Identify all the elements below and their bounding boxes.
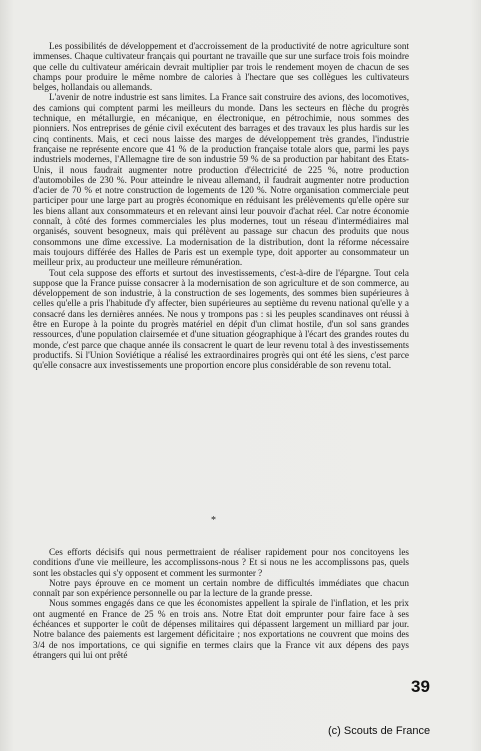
paragraph-efforts: Ces efforts décisifs qui nous permettraient de réaliser rapidement pour nos concitoyens les conditions d'une vie meilleure, les accomplissons-nous ? Et si nous ne les accomplissons pas, quels sont les obstacles qui s'y opposent et comment les surmonter ? (33, 547, 409, 578)
section-separator: * (211, 515, 216, 526)
paragraph-agriculture: Les possibilités de développement et d'accroissement de la productivité de notre agriculture sont immenses. Chaque cultivateur français qui pourtant ne travaille que sur une surface trois fois moindre que celle du cultivateur américain devrait multiplier par trois le rendement moyen de chacun de ses champs pour produire le même nombre de calories à l'hectare que ses collègues les cultivateurs belges, hollandais ou allemands. (33, 41, 409, 93)
text-block-bottom (33, 547, 409, 660)
paragraph-difficultes: Notre pays éprouve en ce moment un certain nombre de difficultés immédiates que chacun connaît par son expérience personnelle ou par la lecture de la grande presse. (33, 577, 409, 599)
paragraph-industrie: L'avenir de notre industrie est sans limites. La France sait construire des avions, des locomotives, des camions qui comptent parmi les meilleurs du monde. Dans les secteurs en flèche du progrès technique, en métallurgie, en mécanique, en électronique, en pétrochimie, nous sommes des pionniers. Nos entreprises de génie civil exécutent des barrages et des travaux les plus hardis sur les cinq continents. Mais, et ceci nous laisse des marges de développement très grandes, l'industrie française ne représente encore que 41 % de la production française totale alors que, parmi les pays industriels modernes, l'Allemagne tire de son industrie 59 % de sa production par habitant des Etats-Unis, il nous faudrait augmenter notre production d'électricité de 225 %, notre production d'automobiles de 230 %. Pour atteindre le niveau allemand, il faudrait augmenter notre production d'acier de 70 % et notre construction de logements de 120 %. Notre organisation commerciale peut participer pour une large part au progrès économique en réduisant les prélèvements qu'elle opère sur les biens allant aux consommateurs et en relevant ainsi leur pouvoir d'achat réel. Car notre économie connaît, à côté des formes commerciales les plus modernes, tout un réseau d'intermédiaires mal organisés, souvent besogneux, mais qui prélèvent au passage sur chacun des produits que nous consommons une dîme excessive. La modernisation de la distribution, dont la réforme nécessaire mais toujours différée des Halles de Paris est un exemple type, doit apporter au consommateur un meilleur prix, au producteur une meilleure rémunération. (33, 92, 409, 268)
paragraph-inflation: Nous sommes engagés dans ce que les économistes appellent la spirale de l'inflation, et les prix ont augmenté en France de 25 % en trois ans. Notre Etat doit emprunter pour faire face à ses échéances et supporter le coût de dépenses militaires qui dépassent largement un milliard par jour. Notre balance des paiements est largement déficitaire ; nos exportations ne couvrent que moins des 3/4 de nos importations, ce qui signifie en termes clairs que la France vit aux dépens des pays étrangers qui lui ont prêté (33, 598, 409, 660)
text-block-top (33, 41, 409, 371)
page-number: 39 (411, 677, 430, 696)
copyright-credit: (c) Scouts de France (328, 725, 431, 737)
paragraph-investissements: Tout cela suppose des efforts et surtout des investissements, c'est-à-dire de l'épargne. Tout cela suppose que la France puisse consacrer à la modernisation de son agriculture et de son commerce, au développement de son industrie, à la construction de ses logements, des sommes bien supérieures à celles qu'elle a pris l'habitude d'y affecter, bien supérieures au septième du revenu national qu'elle y a consacré dans les dernières années. Ne nous y trompons pas : si les peuples scandinaves ont réussi à être en Europe à la pointe du progrès matériel en dépit d'un climat hostile, d'un sol sans grandes ressources, d'une population clairsemée et d'une situation géographique à l'écart des grandes routes du monde, c'est parce que chaque année ils consacrent le quart de leur revenu total à des investissements productifs. Si l'Union Soviétique a réalisé les extraordinaires progrès qui ont été les siens, c'est parce qu'elle consacre aux investissements une proportion encore plus considérable de son revenu total. (33, 267, 409, 371)
